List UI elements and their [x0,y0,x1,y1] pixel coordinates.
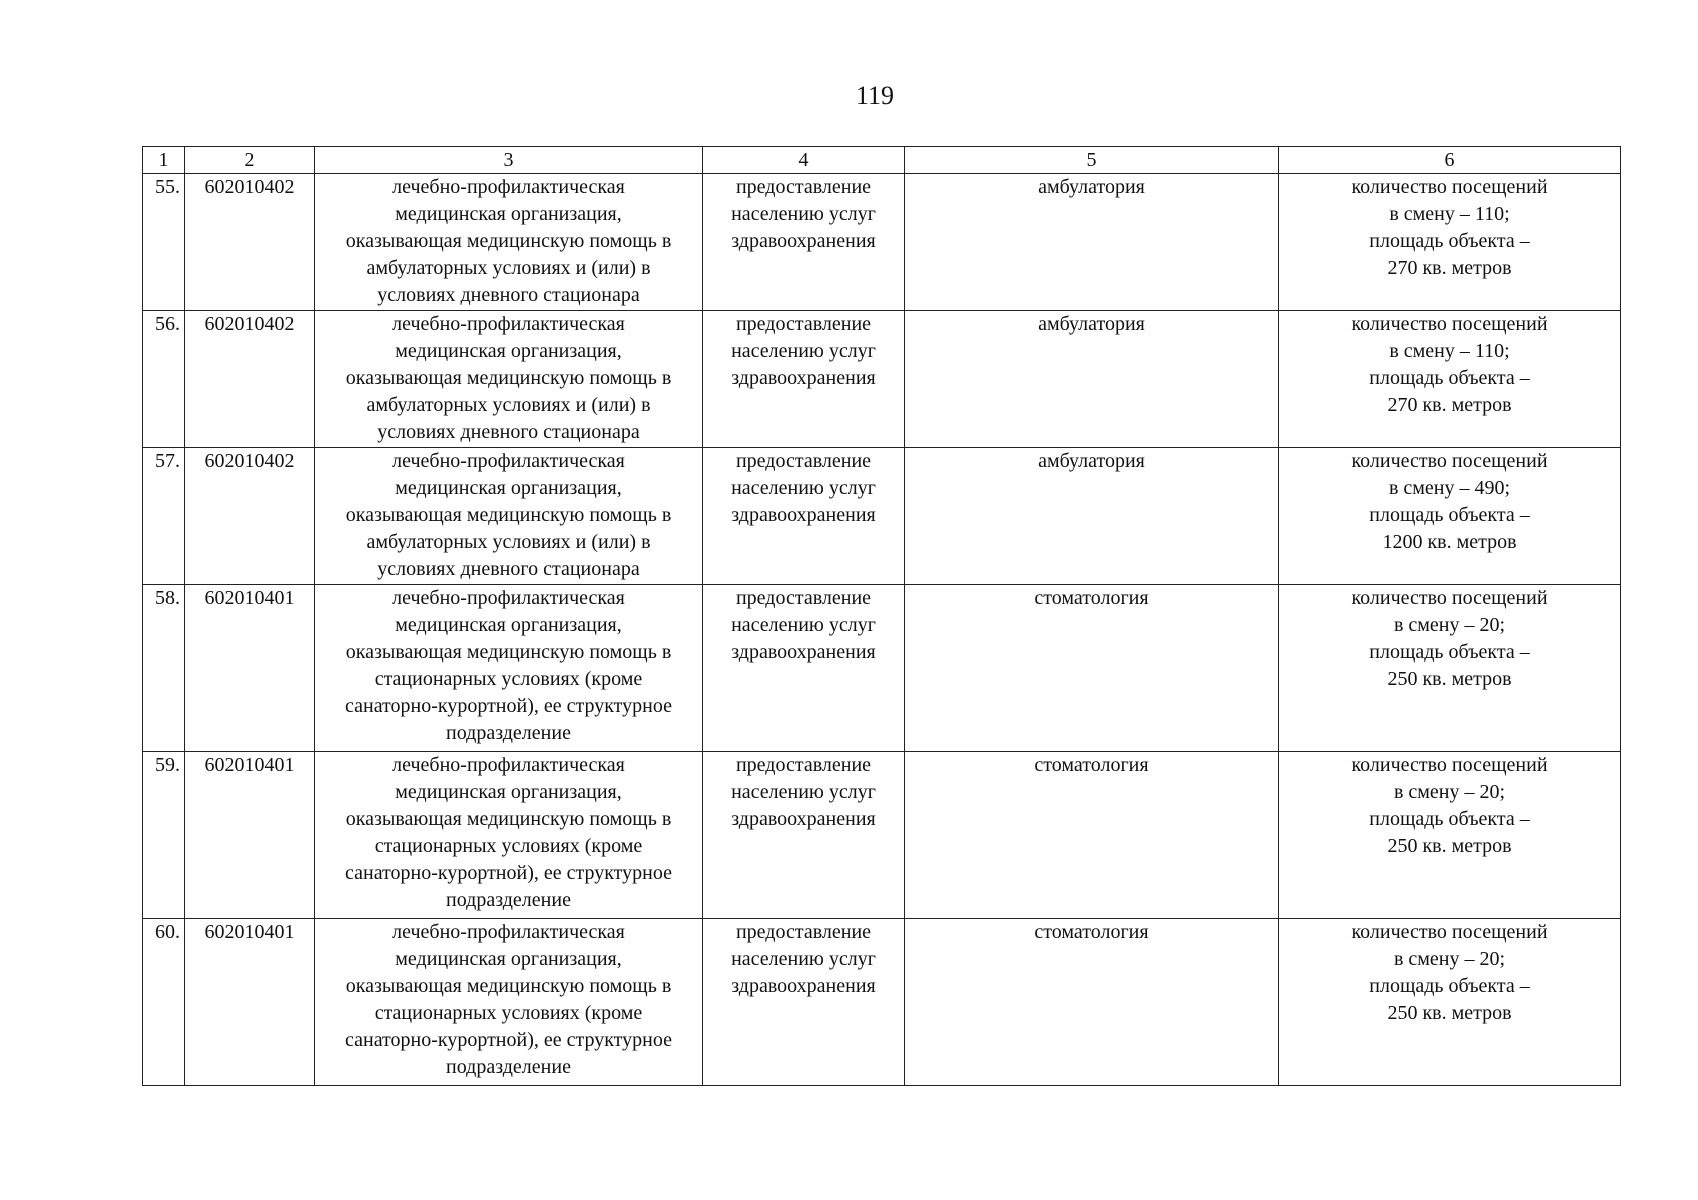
description-line: условиях дневного стационара [377,558,640,580]
table-row [143,174,1621,311]
object-code: 602010402 [185,311,315,448]
row-number: 56. [143,311,185,448]
object-code: 602010401 [185,752,315,919]
object-type: стоматология [905,585,1279,752]
table-row [143,311,1621,448]
purpose-line: здравоохранения [731,367,876,389]
column-header: 3 [315,147,703,174]
description-line: оказывающая медицинскую помощь в [345,367,672,389]
object-type: амбулатория [905,174,1279,311]
description-line: стационарных условиях (кроме [374,835,643,857]
row-number: 57. [143,448,185,585]
description-line: оказывающая медицинскую помощь в [345,230,672,252]
description-line: лечебно-профилактическая [392,587,625,609]
column-header: 2 [185,147,315,174]
object-type: стоматология [905,752,1279,919]
object-description [315,752,703,919]
capacity-line: площадь объекта – [1369,975,1530,997]
purpose-line: предоставление [735,921,872,943]
table-row [143,585,1621,752]
object-capacity [1279,448,1621,585]
purpose-line: здравоохранения [731,641,876,663]
description-line: лечебно-профилактическая [392,450,625,472]
description-line: стационарных условиях (кроме [374,1002,643,1024]
object-capacity [1279,919,1621,1086]
capacity-line: в смену – 20; [1393,948,1506,970]
object-capacity [1279,174,1621,311]
purpose-line: предоставление [735,450,872,472]
description-line: амбулаторных условиях и (или) в [366,394,651,416]
capacity-line: площадь объекта – [1369,808,1530,830]
purpose-line: населению услуг [731,340,876,362]
description-line: медицинская организация, [395,948,622,970]
object-description [315,448,703,585]
object-code: 602010402 [185,174,315,311]
object-purpose [703,448,905,585]
capacity-line: в смену – 20; [1393,614,1506,636]
purpose-line: населению услуг [731,614,876,636]
purpose-line: здравоохранения [731,808,876,830]
purpose-line: населению услуг [731,203,876,225]
object-capacity [1279,311,1621,448]
description-line: амбулаторных условиях и (или) в [366,257,651,279]
description-line: оказывающая медицинскую помощь в [345,641,672,663]
description-line: оказывающая медицинскую помощь в [345,808,672,830]
description-line: оказывающая медицинскую помощь в [345,975,672,997]
capacity-line: 270 кв. метров [1387,394,1512,416]
row-number: 60. [143,919,185,1086]
description-line: медицинская организация, [395,477,622,499]
page-number: 119 [855,81,895,110]
table-body [143,174,1621,1086]
purpose-line: предоставление [735,587,872,609]
capacity-line: количество посещений [1351,176,1548,198]
description-line: амбулаторных условиях и (или) в [366,531,651,553]
description-line: медицинская организация, [395,203,622,225]
row-number: 55. [143,174,185,311]
purpose-line: здравоохранения [731,230,876,252]
capacity-line: в смену – 110; [1389,340,1510,362]
capacity-line: площадь объекта – [1369,641,1530,663]
description-line: подразделение [446,722,571,744]
description-line: подразделение [446,1056,571,1078]
capacity-line: в смену – 490; [1388,477,1511,499]
object-purpose [703,174,905,311]
column-header: 5 [905,147,1279,174]
column-header: 4 [703,147,905,174]
capacity-line: 250 кв. метров [1387,668,1512,690]
description-line: оказывающая медицинскую помощь в [345,504,672,526]
object-description [315,311,703,448]
capacity-line: в смену – 110; [1389,203,1510,225]
object-code: 602010401 [185,919,315,1086]
description-line: медицинская организация, [395,614,622,636]
object-description [315,919,703,1086]
table-row [143,448,1621,585]
description-line: санаторно-курортной), ее структурное [345,1029,672,1051]
capacity-line: 270 кв. метров [1387,257,1512,279]
row-number: 58. [143,585,185,752]
facilities-table [142,146,1621,1086]
capacity-line: количество посещений [1351,921,1548,943]
description-line: условиях дневного стационара [377,284,640,306]
table-header-row [143,147,1621,174]
column-header: 1 [143,147,185,174]
object-capacity [1279,752,1621,919]
object-purpose [703,311,905,448]
description-line: лечебно-профилактическая [392,921,625,943]
capacity-line: количество посещений [1351,313,1548,335]
purpose-line: населению услуг [731,948,876,970]
description-line: лечебно-профилактическая [392,313,625,335]
row-number: 59. [143,752,185,919]
description-line: условиях дневного стационара [377,421,640,443]
capacity-line: в смену – 20; [1393,781,1506,803]
description-line: стационарных условиях (кроме [374,668,643,690]
description-line: лечебно-профилактическая [392,754,625,776]
description-line: лечебно-профилактическая [392,176,625,198]
purpose-line: здравоохранения [731,504,876,526]
purpose-line: здравоохранения [731,975,876,997]
purpose-line: предоставление [735,313,872,335]
capacity-line: площадь объекта – [1369,230,1530,252]
description-line: медицинская организация, [395,781,622,803]
object-type: стоматология [905,919,1279,1086]
table-row [143,752,1621,919]
object-description [315,174,703,311]
object-code: 602010401 [185,585,315,752]
object-purpose [703,752,905,919]
capacity-line: площадь объекта – [1369,504,1530,526]
object-description [315,585,703,752]
table-row [143,919,1621,1086]
purpose-line: населению услуг [731,781,876,803]
capacity-line: площадь объекта – [1369,367,1530,389]
object-type: амбулатория [905,448,1279,585]
description-line: санаторно-курортной), ее структурное [345,695,672,717]
purpose-line: населению услуг [731,477,876,499]
capacity-line: 1200 кв. метров [1382,531,1517,553]
capacity-line: 250 кв. метров [1387,1002,1512,1024]
description-line: санаторно-курортной), ее структурное [345,862,672,884]
capacity-line: 250 кв. метров [1387,835,1512,857]
object-code: 602010402 [185,448,315,585]
capacity-line: количество посещений [1351,587,1548,609]
description-line: подразделение [446,889,571,911]
capacity-line: количество посещений [1351,754,1548,776]
column-header: 6 [1279,147,1621,174]
object-purpose [703,585,905,752]
capacity-line: количество посещений [1351,450,1548,472]
description-line: медицинская организация, [395,340,622,362]
purpose-line: предоставление [735,176,872,198]
object-type: амбулатория [905,311,1279,448]
purpose-line: предоставление [735,754,872,776]
object-capacity [1279,585,1621,752]
object-purpose [703,919,905,1086]
